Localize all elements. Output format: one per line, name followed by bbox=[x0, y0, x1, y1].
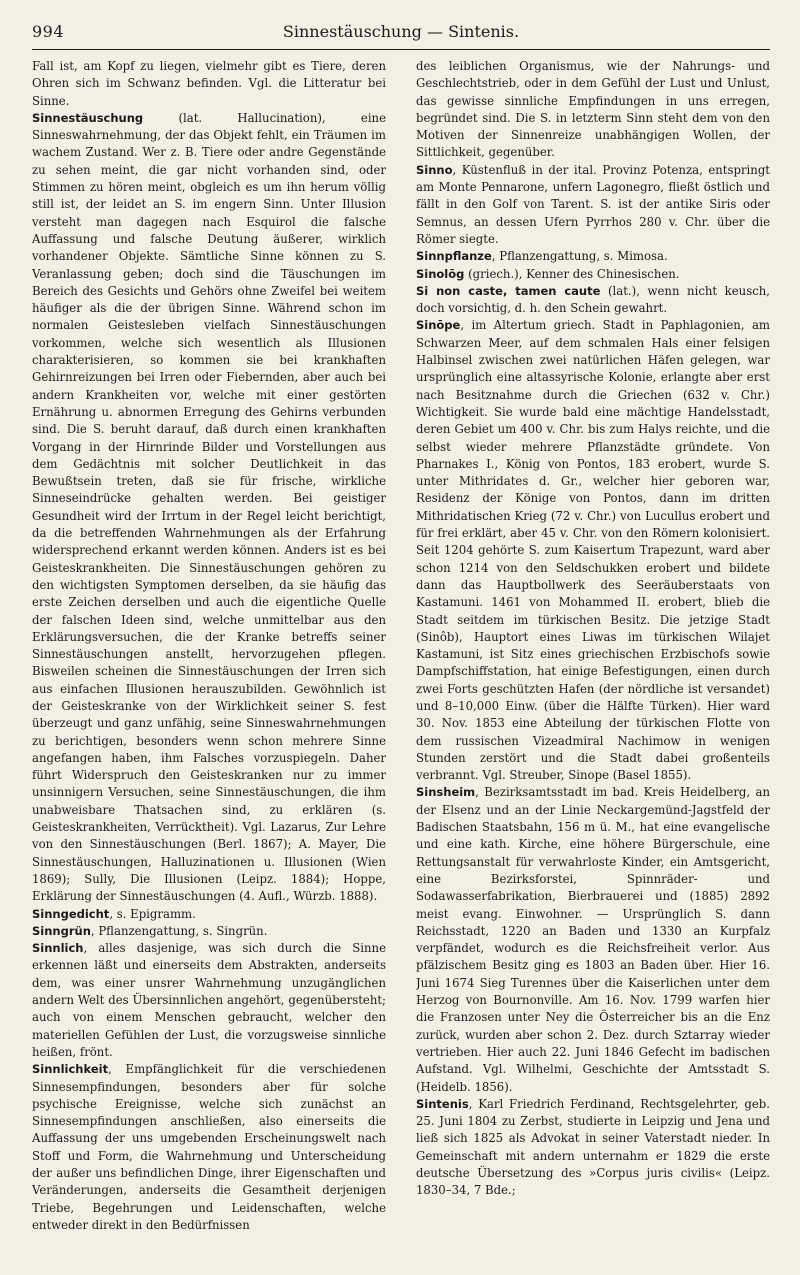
header-rule bbox=[32, 49, 770, 50]
entry-headword: Sinno bbox=[416, 162, 453, 177]
entry-text: , Bezirksamtsstadt im bad. Kreis Heidelberg, an der Elsenz und an der Linie Neckargemünd-Jagstfeld der Badischen Staatsbahn, 156 m ü. M., hat eine evangelische und eine kath. Kirche, eine höhere Bürgerschule, eine Rettungsanstalt für verwahrloste Kinder, ein Amtsgericht, eine Bezirksforstei, Spinnräder- und Sodawasserfabrikation, Bierbrauerei und (1885) 2892 meist evang. Einwohner. — Ursprünglich S. dann Reichsstadt, 1220 an Baden und 1330 an Kurpfalz verpfändet, wodurch es die Reichsfreiheit verlor. Aus pfälzischem Besitz ging es 1803 an Baden über. Hier 16. Juni 1674 Sieg Turennes über die Kaiserlichen unter dem Herzog von Bournonville. Am 16. Nov. 1799 warfen hier die Franzosen unter Ney die Österreicher bis an die Enz zurück, wurden aber schon 2. Dez. durch Sztarray wieder vertrieben. Hier auch 22. Juni 1846 Gefecht im badischen Aufstand. Vgl. Wilhelmi, Geschichte der Amtsstadt S. (Heidelb. 1856). bbox=[416, 785, 770, 1094]
entry bbox=[32, 940, 386, 1061]
entry bbox=[416, 283, 770, 318]
entry-text: , Pflanzengattung, s. Singrün. bbox=[90, 923, 268, 938]
right-column bbox=[416, 58, 770, 1258]
entry bbox=[416, 162, 770, 248]
entry-headword: Sinolōg bbox=[416, 266, 465, 281]
entry-text: des leiblichen Organismus, wie der Nahrungs- und Geschlechtstrieb, oder in dem Gefühl der Lust und Unlust, das gewisse sinnliche Empfindungen in uns erregen, begründet sind. Die S. in letzterm Sinn steht dem von den Motiven der Sinnenreize unabhängigen Wollen, der Sittlichkeit, gegenüber. bbox=[416, 59, 770, 160]
entry-headword: Sinsheim bbox=[416, 785, 476, 800]
entry-text: , Pflanzengattung, s. Mimosa. bbox=[491, 249, 668, 264]
entry-headword: Sinnpflanze bbox=[416, 249, 492, 264]
entry bbox=[32, 110, 386, 906]
entry bbox=[32, 923, 386, 940]
entry bbox=[416, 248, 770, 265]
entry-headword: Sinnlichkeit bbox=[32, 1062, 109, 1077]
entry bbox=[416, 1096, 770, 1200]
entry-text: , Küstenfluß in der ital. Provinz Potenza, entspringt am Monte Pennarone, unfern Lagonegro, fließt östlich und fällt in den Golf von Tarent. S. ist der antike Siris oder Semnus, an dessen Ufern Pyrrhos 280 v. Chr. über die Römer siegte. bbox=[416, 162, 770, 246]
entry-text: (lat.), wenn nicht keusch, doch vorsichtig, d. h. den Schein gewahrt. bbox=[416, 283, 770, 316]
running-title: Sinnestäuschung — Sintenis. bbox=[282, 22, 520, 41]
entry-headword: Sinnestäuschung bbox=[32, 110, 144, 125]
entry-headword: Sinōpe bbox=[416, 318, 461, 333]
page-number: 994 bbox=[32, 22, 65, 41]
entry bbox=[32, 58, 386, 110]
left-column bbox=[32, 58, 386, 1258]
entry bbox=[32, 906, 386, 923]
entry-text: (lat. Hallucination), eine Sinneswahrnehmung, der das Objekt fehlt, ein Träumen im wachem Zustand. Wer z. B. Tiere oder andre Gegenstände zu sehen meint, die gar nicht vorhanden sind, oder Stimmen zu hören meint, obgleich es um ihn herum völlig still ist, der leidet an S. im engern Sinn. Unter Illusion versteht man dagegen nach Esquirol die falsche Auffassung und falsche Deutung äußerer, wirklich vorhandener Objekte. Sämtliche Sinne können zu S. Veranlassung geben; doch sind die Täuschungen im Bereich des Gesichts und Gehörs ohne Zweifel bei weitem häufiger als die der übrigen Sinne. Während schon im normalen Geistesleben vielfach Sinnestäuschungen vorkommen, welche sich wesentlich als Illusionen charakterisieren, so kommen sie bei krankhaften Gehirnreizungen bei Irren oder Fiebernden, aber auch bei andern Krankheiten vor, welche mit einer gestörten Ernährung u. abnormen Erregung des Gehirns verbunden sind. Die S. beruht darauf, daß durch einen krankhaften Vorgang in der Hirnrinde Bilder und Vorstellungen aus dem Gedächtnis mit solcher Deutlichkeit in das Bewußtsein treten, daß sie für frische, wirkliche Sinneseindrücke gehalten werden. Bei geistiger Gesundheit wird der Irrtum in der Regel leicht berichtigt, da die betreffenden Wahrnehmungen als der Erfahrung widersprechend erkannt werden können. Anders ist es bei Geisteskrankheiten. Die Sinnestäuschungen gehören zu den wichtigsten Symptomen derselben, da sie häufig das erste Zeichen derselben und auch die eigentliche Quelle der falschen Ideen sind, welche unmittelbar aus den Erklärungsversuchen, die der Kranke betreffs seiner Sinnestäuschungen anstellt, hervorzugehen pflegen. Bisweilen scheinen die Sinnestäuschungen der Irren sich aus einfachen Illusionen herauszubilden. Gewöhnlich ist der Geisteskranke von der Wirklichkeit seiner S. fest überzeugt und ganz unfähig, seine Sinneswahrnehmungen zu berichtigen, besonders wenn schon mehrere Sinne angefangen haben, ihm Falsches vorzuspiegeln. Daher führt Widerspruch den Geisteskranken nur zu immer unsinnigern Versuchen, seine Sinnestäuschungen, die ihm unabweisbare Thatsachen sind, zu erklären (s. Geisteskrankheiten, Verrücktheit). Vgl. Lazarus, Zur Lehre von den Sinnestäuschungen (Berl. 1867); A. Mayer, Die Sinnestäuschungen, Halluzinationen u. Illusionen (Wien 1869); Sully, Die Illusionen (Leipz. 1884); Hoppe, Erklärung der Sinnestäuschungen (4. Aufl., Würzb. 1888). bbox=[32, 110, 386, 904]
entry-headword: Sintenis bbox=[416, 1096, 469, 1111]
entry-text: , Karl Friedrich Ferdinand, Rechtsgelehrter, geb. 25. Juni 1804 zu Zerbst, studierte in Leipzig und Jena und ließ sich 1825 als Advokat in seiner Vaterstadt nieder. In Gemeinschaft mit andern unternahm er 1829 die erste deutsche Übersetzung des »Corpus juris civilis« (Leipz. 1830–34, 7 Bde.; bbox=[416, 1096, 770, 1198]
entry-text: , alles dasjenige, was sich durch die Sinne erkennen läßt und einerseits dem Abstrakten, anderseits dem, was einer unsrer Wahrnehmung unzugänglichen andern Welt des Übersinnlichen angehört, gegenübersteht; auch von einem Menschen gebraucht, welcher den materiellen Gefühlen der Lust, die vorzugsweise sinnliche heißen, frönt. bbox=[32, 941, 386, 1059]
entry-text: , s. Epigramm. bbox=[109, 906, 196, 921]
entry-text: Fall ist, am Kopf zu liegen, vielmehr gibt es Tiere, deren Ohren sich im Schwanz befinden. Vgl. die Litteratur bei Sinne. bbox=[32, 59, 386, 108]
entry bbox=[416, 784, 770, 1095]
entry bbox=[416, 266, 770, 283]
entry-headword: Sinngedicht bbox=[32, 906, 110, 921]
page-header bbox=[32, 22, 770, 48]
entry-headword: Sinngrün bbox=[32, 923, 91, 938]
entry bbox=[416, 58, 770, 162]
entry-headword: Sinnlich bbox=[32, 941, 84, 956]
dictionary-page bbox=[32, 22, 770, 1262]
entry-text: (griech.), Kenner des Chinesischen. bbox=[464, 266, 680, 281]
entry bbox=[32, 1061, 386, 1234]
entry-headword: Si non caste, tamen caute bbox=[416, 283, 601, 298]
entry-text: , Empfänglichkeit für die verschiedenen Sinnesempfindungen, besonders aber für solche psychische Ereignisse, welche sich zunächst an Sinnesempfindungen anschließen, also einerseits die Auffassung der uns umgebenden Erscheinungswelt nach Stoff und Form, die Wahrnehmung und Unterscheidung der außer uns befindlichen Dinge, ihrer Eigenschaften und Veränderungen, anderseits die Gesamtheit derjenigen Triebe, Begehrungen und Leidenschaften, welche entweder direkt in den Bedürfnissen bbox=[32, 1062, 386, 1232]
entry bbox=[416, 317, 770, 784]
entry-text: , im Altertum griech. Stadt in Paphlagonien, am Schwarzen Meer, auf dem schmalen Hals einer felsigen Halbinsel zwischen zwei natürlichen Häfen gelegen, war ursprünglich eine altassyrische Kolonie, erlangte aber erst nach Besitznahme durch die Griechen (632 v. Chr.) Wichtigkeit. Sie wurde bald eine mächtige Handelsstadt, deren Gebiet um 400 v. Chr. bis zum Halys reichte, und die selbst wieder mehrere Pflanzstädte gründete. Von Pharnakes I., König von Pontos, 183 erobert, wurde S. unter Mithridates d. Gr., welcher hier geboren war, Residenz der Könige von Pontos, dann im dritten Mithridatischen Krieg (72 v. Chr.) von Lucullus erobert und für frei erklärt, aber 45 v. Chr. von den Römern kolonisiert. Seit 1204 gehörte S. zum Kaisertum Trapezunt, ward aber schon 1214 von den Seldschukken erobert und bildete dann das Hauptbollwerk des Seeräuberstaats von Kastamuni. 1461 von Mohammed II. erobert, blieb die Stadt seitdem im türkischen Besitz. Die jetzige Stadt (Sinôb), Hauptort eines Liwas im türkischen Wilajet Kastamuni, ist Sitz eines griechischen Erzbischofs sowie Dampfschiffstation, hat einige Befestigungen, einen durch zwei Forts geschützten Hafen (der nördliche ist versandet) und 8–10,000 Einw. (über die Hälfte Türken). Hier ward 30. Nov. 1853 eine Abteilung der türkischen Flotte von dem russischen Vizeadmiral Nachimow in wenigen Stunden zerstört und die Stadt dabei großenteils verbrannt. Vgl. Streuber, Sinope (Basel 1855). bbox=[416, 318, 770, 783]
